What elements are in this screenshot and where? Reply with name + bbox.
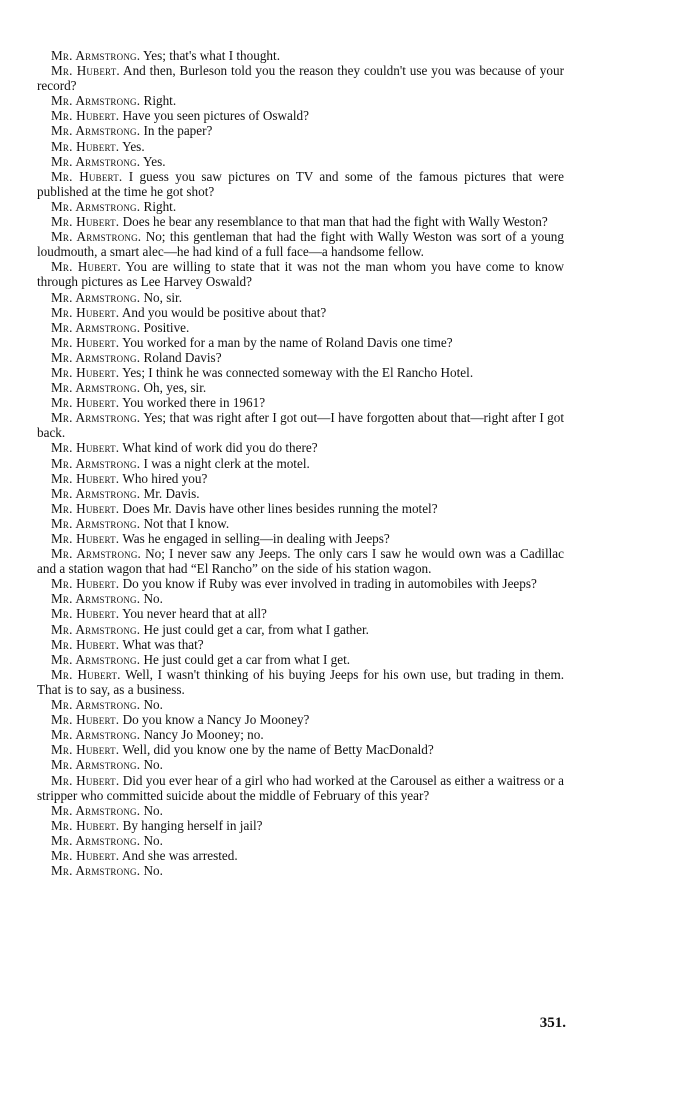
testimony-text: No. — [143, 697, 163, 713]
transcript-paragraph — [37, 350, 564, 365]
transcript-paragraph — [37, 486, 564, 501]
transcript-paragraph — [37, 440, 564, 455]
speaker-name: Mr. Hubert. — [51, 772, 120, 788]
transcript-paragraph — [37, 667, 564, 697]
testimony-text: Right. — [143, 198, 177, 214]
transcript-paragraph — [37, 63, 564, 93]
testimony-text: And she was arrested. — [121, 847, 238, 863]
speaker-name: Mr. Hubert. — [51, 606, 120, 622]
testimony-text: Nancy Jo Mooney; no. — [143, 727, 264, 743]
transcript-paragraph — [37, 742, 564, 757]
speaker-name: Mr. Hubert. — [51, 636, 120, 652]
transcript-paragraph — [37, 229, 564, 259]
testimony-text: And you would be positive about that? — [121, 304, 327, 320]
speaker-name: Mr. Armstrong. — [51, 697, 141, 713]
page-number: 351. — [539, 1015, 566, 1031]
transcript-paragraph — [37, 622, 564, 637]
transcript-paragraph — [37, 214, 564, 229]
speaker-name: Mr. Armstrong. — [51, 123, 141, 139]
speaker-name: Mr. Hubert. — [51, 63, 120, 79]
testimony-text: Positive. — [143, 319, 190, 335]
speaker-name: Mr. Armstrong. — [51, 289, 141, 305]
speaker-name: Mr. Hubert. — [51, 364, 120, 380]
testimony-text: Well, did you know one by the name of Betty MacDonald? — [122, 742, 434, 758]
testimony-text: Not that I know. — [143, 515, 230, 531]
transcript-paragraph — [37, 395, 564, 410]
transcript-paragraph — [37, 154, 564, 169]
transcript-paragraph — [37, 456, 564, 471]
speaker-name: Mr. Hubert. — [51, 847, 120, 863]
speaker-name: Mr. Armstrong. — [51, 153, 141, 169]
transcript-paragraph — [37, 290, 564, 305]
testimony-text: Have you seen pictures of Oswald? — [122, 108, 310, 124]
speaker-name: Mr. Hubert. — [51, 470, 120, 486]
transcript-paragraph — [37, 123, 564, 138]
speaker-name: Mr. Armstrong. — [51, 198, 141, 214]
transcript-paragraph — [37, 501, 564, 516]
transcript-paragraph — [37, 380, 564, 395]
testimony-text: Oh, yes, sir. — [143, 380, 207, 396]
speaker-name: Mr. Hubert. — [51, 500, 120, 516]
testimony-text: You worked for a man by the name of Roland Davis one time? — [122, 334, 453, 350]
speaker-name: Mr. Armstrong. — [51, 485, 141, 501]
testimony-text: Well, I wasn't thinking of his buying Jeeps for his own use, but trading in them. That is to say, as a business. — [37, 666, 565, 697]
speaker-name: Mr. Hubert. — [51, 712, 120, 728]
transcript-paragraph — [37, 803, 564, 818]
testimony-text: No. — [143, 802, 163, 818]
speaker-name: Mr. Armstrong. — [51, 591, 141, 607]
speaker-name: Mr. Armstrong. — [51, 380, 141, 396]
transcript-paragraph — [37, 471, 564, 486]
transcript-paragraph — [37, 576, 564, 591]
transcript-paragraph — [37, 410, 564, 440]
testimony-text: No. — [143, 757, 163, 773]
testimony-text: No. — [143, 863, 163, 879]
transcript-paragraph — [37, 259, 564, 289]
transcript-paragraph — [37, 139, 564, 154]
speaker-name: Mr. Hubert. — [51, 138, 120, 154]
transcript-body — [37, 48, 564, 878]
speaker-name: Mr. Hubert. — [51, 742, 120, 758]
speaker-name: Mr. Armstrong. — [51, 93, 141, 109]
testimony-text: What was that? — [122, 636, 204, 652]
speaker-name: Mr. Armstrong. — [51, 48, 141, 63]
speaker-name: Mr. Hubert. — [51, 395, 120, 411]
speaker-name: Mr. Armstrong. — [51, 651, 141, 667]
speaker-name: Mr. Hubert. — [51, 259, 122, 275]
speaker-name: Mr. Hubert. — [51, 576, 120, 592]
testimony-text: No; this gentleman that had the fight with Wally Weston was sort of a young loudmouth, a smart alec—he had kind of a full face—a handsome fellow. — [37, 229, 564, 260]
transcript-paragraph — [37, 652, 564, 667]
speaker-name: Mr. Armstrong. — [51, 863, 141, 879]
transcript-paragraph — [37, 757, 564, 772]
transcript-paragraph — [37, 93, 564, 108]
speaker-name: Mr. Hubert. — [51, 531, 120, 546]
transcript-paragraph — [37, 833, 564, 848]
testimony-text: You never heard that at all? — [122, 606, 267, 622]
testimony-text: I was a night clerk at the motel. — [143, 455, 310, 471]
testimony-text: Do you know if Ruby was ever involved in trading in automobiles with Jeeps? — [122, 576, 537, 592]
transcript-paragraph — [37, 305, 564, 320]
testimony-text: And then, Burleson told you the reason they couldn't use you was because of your record? — [37, 63, 564, 94]
transcript-paragraph — [37, 848, 564, 863]
speaker-name: Mr. Armstrong. — [51, 319, 141, 335]
speaker-name: Mr. Armstrong. — [51, 621, 141, 637]
speaker-name: Mr. Armstrong. — [51, 410, 141, 426]
transcript-paragraph — [37, 199, 564, 214]
testimony-text: No; I never saw any Jeeps. The only cars I saw he would own was a Cadillac and a station wagon that had “El Rancho” on the side of his station wagon. — [37, 546, 565, 577]
speaker-name: Mr. Hubert. — [51, 440, 120, 456]
testimony-text: No. — [143, 591, 163, 607]
speaker-name: Mr. Armstrong. — [51, 727, 141, 743]
transcript-paragraph — [37, 108, 564, 123]
speaker-name: Mr. Armstrong. — [51, 229, 142, 245]
testimony-text: No, sir. — [143, 289, 182, 305]
speaker-name: Mr. Hubert. — [51, 108, 120, 124]
testimony-text: Mr. Davis. — [143, 485, 200, 501]
speaker-name: Mr. Armstrong. — [51, 757, 141, 773]
transcript-paragraph — [37, 818, 564, 833]
transcript-paragraph — [37, 727, 564, 742]
testimony-text: Do you know a Nancy Jo Mooney? — [122, 712, 310, 728]
speaker-name: Mr. Armstrong. — [51, 515, 141, 531]
transcript-paragraph — [37, 546, 564, 576]
testimony-text: Right. — [143, 93, 177, 109]
testimony-text: No. — [143, 832, 163, 848]
transcript-paragraph — [37, 637, 564, 652]
speaker-name: Mr. Hubert. — [51, 214, 120, 230]
testimony-text: He just could get a car from what I get. — [143, 651, 351, 667]
transcript-paragraph — [37, 320, 564, 335]
transcript-paragraph — [37, 773, 564, 803]
speaker-name: Mr. Hubert. — [51, 304, 120, 320]
speaker-name: Mr. Armstrong. — [51, 546, 142, 562]
testimony-text: Was he engaged in selling—in dealing with Jeeps? — [122, 531, 390, 546]
transcript-paragraph — [37, 712, 564, 727]
transcript-paragraph — [37, 591, 564, 606]
transcript-paragraph — [37, 335, 564, 350]
testimony-text: Yes; I think he was connected someway with the El Rancho Hotel. — [122, 364, 474, 380]
testimony-text: Does Mr. Davis have other lines besides running the motel? — [122, 500, 438, 516]
transcript-paragraph — [37, 606, 564, 621]
testimony-text: Does he bear any resemblance to that man that had the fight with Wally Weston? — [122, 214, 548, 230]
testimony-text: Yes. — [122, 138, 145, 154]
testimony-text: In the paper? — [143, 123, 213, 139]
speaker-name: Mr. Hubert. — [51, 817, 120, 833]
transcript-paragraph — [37, 365, 564, 380]
transcript-paragraph — [37, 697, 564, 712]
transcript-paragraph — [37, 516, 564, 531]
transcript-paragraph — [37, 863, 564, 878]
transcript-paragraph — [37, 48, 564, 63]
testimony-text: You are willing to state that it was not the man whom you have come to know through pictures as Lee Harvey Oswald? — [37, 259, 564, 290]
speaker-name: Mr. Armstrong. — [51, 349, 141, 365]
testimony-text: What kind of work did you do there? — [122, 440, 318, 456]
speaker-name: Mr. Hubert. — [51, 334, 120, 350]
testimony-text: Who hired you? — [122, 470, 208, 486]
testimony-text: By hanging herself in jail? — [122, 817, 263, 833]
speaker-name: Mr. Armstrong. — [51, 802, 141, 818]
speaker-name: Mr. Armstrong. — [51, 832, 141, 848]
transcript-paragraph — [37, 531, 564, 546]
speaker-name: Mr. Hubert. — [51, 168, 123, 184]
testimony-text: Yes. — [143, 153, 166, 169]
speaker-name: Mr. Armstrong. — [51, 455, 141, 471]
testimony-text: Did you ever hear of a girl who had worked at the Carousel as either a waitress or a stripper who committed suicide about the middle of February of this year? — [37, 772, 564, 803]
testimony-text: You worked there in 1961? — [122, 395, 266, 411]
testimony-text: Roland Davis? — [143, 349, 222, 365]
testimony-text: Yes; that was right after I got out—I have forgotten about that—right after I got back. — [37, 410, 564, 441]
testimony-text: Yes; that's what I thought. — [143, 48, 280, 63]
testimony-text: He just could get a car, from what I gather. — [143, 621, 369, 637]
speaker-name: Mr. Hubert. — [51, 666, 121, 682]
testimony-text: I guess you saw pictures on TV and some of the famous pictures that were published at the time he got shot? — [37, 168, 565, 199]
transcript-paragraph — [37, 169, 564, 199]
